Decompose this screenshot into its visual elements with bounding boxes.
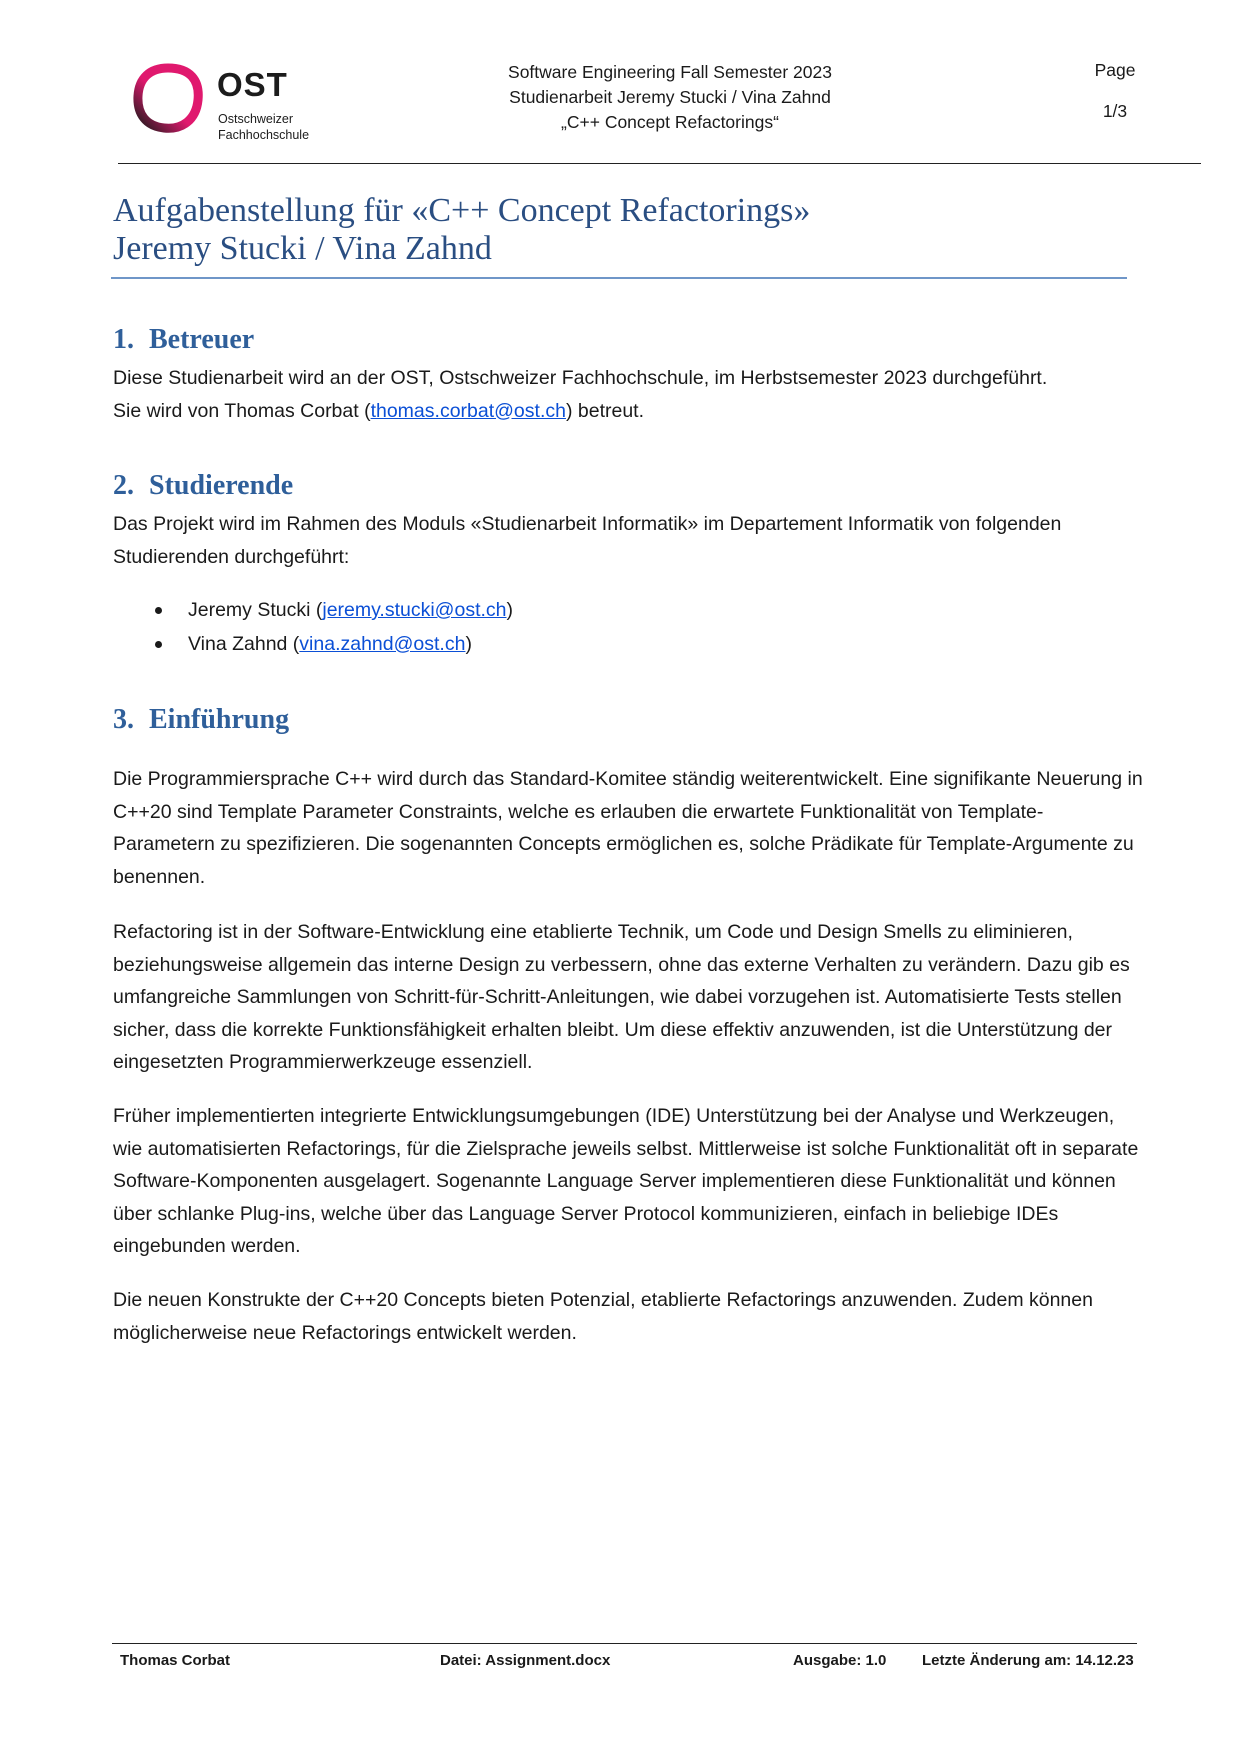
student-name: Vina Zahnd (	[188, 633, 300, 655]
header-course: Software Engineering Fall Semester 2023	[508, 62, 832, 82]
section-1-body	[113, 362, 1143, 427]
header-topic: „C++ Concept Refactorings“	[561, 112, 779, 132]
text-fragment: )	[506, 599, 514, 621]
footer-last-change: Letzte Änderung am: 14.12.23	[922, 1652, 1134, 1669]
text-fragment: )	[465, 633, 472, 655]
section-3-paragraph: Früher implementierten integrierte Entwicklungsumgebungen (IDE) Unterstützung bei der Analyse und Werkzeugen, wie automatisierten Refactorings, für die Zielsprache jeweils selbst. Mittlerweise ist solche Funktionalität oft in separate Software-Komponenten ausgelagert. Sogenannte Language Server implementieren diese Funktionalität und können über schlanke Plug-ins, welche über das Language Server Protocol kommunizieren, einfach in beliebige IDEs eingebunden werden.	[113, 1105, 1139, 1257]
logo-subtitle-2: Fachhochschule	[218, 128, 310, 142]
text-fragment: ) betreut.	[565, 399, 645, 422]
title-divider	[111, 277, 1127, 279]
section-2-body: Das Projekt wird im Rahmen des Moduls «Studienarbeit Informatik» im Departement Informatik von folgenden Studierenden durchgeführt:	[113, 513, 1062, 568]
supervisor-email-link[interactable]: thomas.corbat@ost.ch	[370, 399, 566, 422]
text-fragment: Sie wird von Thomas Corbat (	[113, 399, 371, 422]
section-2-heading	[113, 470, 293, 502]
footer-file: Datei: Assignment.docx	[440, 1652, 611, 1669]
section-3-paragraph: Refactoring ist in der Software-Entwicklung eine etablierte Technik, um Code und Design Smells zu eliminieren, beziehungsweise allgemein das interne Design zu verbessern, ohne das externe Verhalten zu verändern. Dazu gib es umfangreiche Sammlungen von Schritt-für-Schritt-Anleitungen, wie dabei vorzugehen ist. Automatisierte Tests stellen sicher, dass die korrekte Funktionsfähigkeit erhalten bleibt. Um diese effektiv anzuwenden, ist die Unterstützung der eingesetzten Programmierwerkzeuge essenziell.	[113, 921, 1130, 1073]
ost-logo-ring-icon	[132, 62, 204, 134]
list-item	[155, 593, 513, 627]
logo-wordmark: OST	[217, 66, 288, 103]
section-3-paragraph: Die Programmiersprache C++ wird durch das Standard-Komitee ständig weiterentwickelt. Eine signifikante Neuerung in C++20 sind Template Parameter Constraints, welche es erlauben die erwartete Funktionalität von Template-Parametern zu spezifizieren. Die sogenannten Concepts ermöglichen es, solche Prädikate für Template-Argumente zu benennen.	[113, 768, 1143, 888]
footer-divider	[112, 1643, 1137, 1644]
header-info	[430, 60, 910, 135]
section-2-title: Studierende	[149, 470, 294, 501]
page-label: Page	[1094, 60, 1136, 80]
section-2-number: 2.	[113, 470, 134, 501]
section-3-paragraph: Die neuen Konstrukte der C++20 Concepts bieten Potenzial, etablierte Refactorings anzuwenden. Zudem können möglicherweise neue Refactorings entwickelt werden.	[113, 1289, 1093, 1344]
section-1-heading	[113, 324, 254, 356]
student-email-link[interactable]: vina.zahnd@ost.ch	[299, 633, 466, 655]
bullet-icon	[155, 641, 162, 648]
header-page	[1060, 60, 1170, 122]
section-1-number: 1.	[113, 324, 134, 355]
student-email-link[interactable]: jeremy.stucki@ost.ch	[322, 599, 507, 621]
student-name: Jeremy Stucki (	[188, 599, 323, 621]
title-line-1: Aufgabenstellung für «C++ Concept Refactorings»	[113, 192, 811, 229]
header-project: Studienarbeit Jeremy Stucki / Vina Zahnd	[509, 87, 831, 107]
page-number: 1/3	[1102, 101, 1128, 121]
document-title	[113, 192, 1133, 268]
section-3-heading	[113, 704, 289, 736]
header-divider	[118, 163, 1201, 164]
section-1-text-1: Diese Studienarbeit wird an der OST, Ostschweizer Fachhochschule, im Herbstsemester 2023 durchgeführt.	[113, 367, 1048, 389]
section-3-number: 3.	[113, 704, 134, 735]
section-1-text-2	[113, 395, 1143, 428]
list-item	[155, 627, 513, 661]
section-1-title: Betreuer	[149, 324, 255, 355]
footer-version: Ausgabe: 1.0	[793, 1652, 887, 1669]
logo-subtitle-1: Ostschweizer	[218, 112, 294, 126]
bullet-icon	[155, 607, 162, 614]
title-line-2: Jeremy Stucki / Vina Zahnd	[113, 230, 492, 267]
ost-logo	[132, 60, 342, 150]
student-list	[155, 593, 513, 661]
footer-author: Thomas Corbat	[120, 1652, 231, 1669]
section-3-title: Einführung	[149, 704, 290, 735]
